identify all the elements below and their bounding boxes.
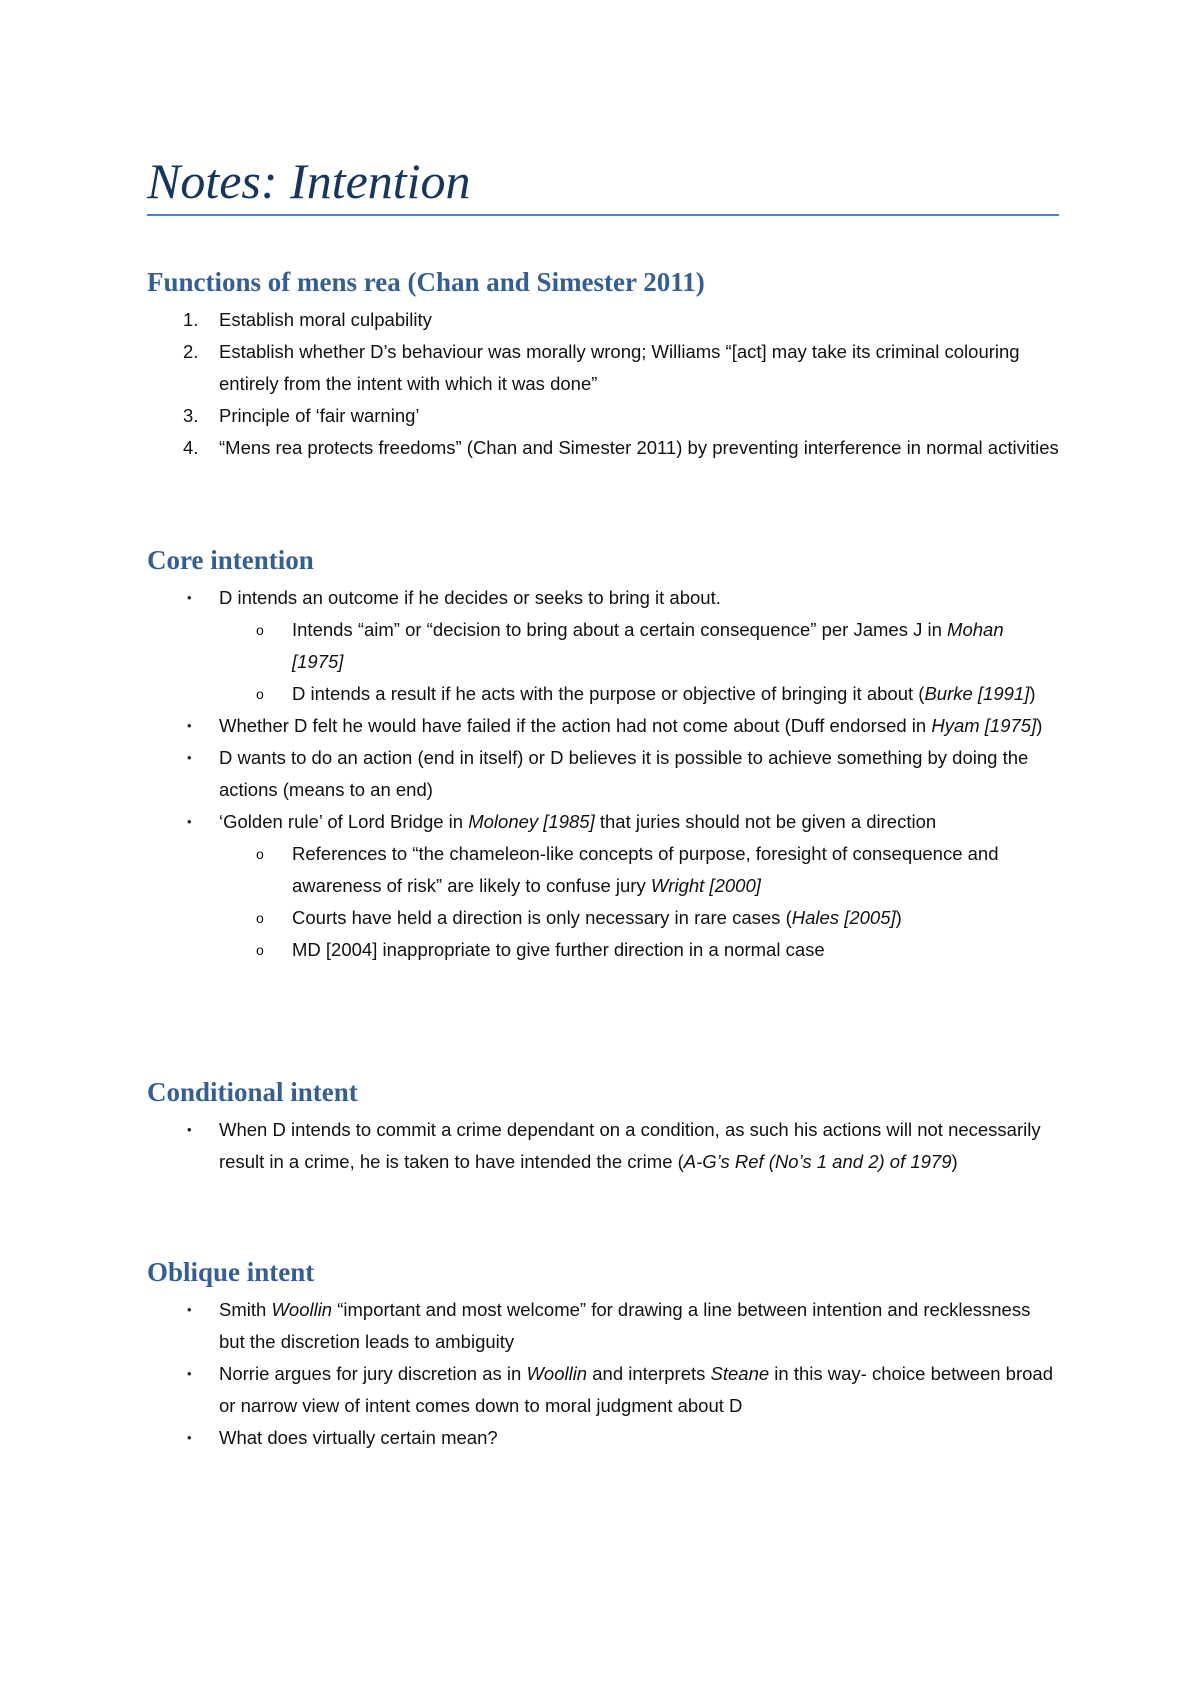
case-citation: Hales [2005]	[791, 907, 896, 928]
list-item-text: D wants to do an action (end in itself) or D believes it is possible to achieve something by doing the actions (means to an end)	[219, 747, 1029, 800]
list-item-text: Courts have held a direction is only necessary in rare cases (	[292, 907, 792, 928]
bullet-icon: •	[187, 1302, 192, 1317]
list-item-text: MD [2004] inappropriate to give further direction in a normal case	[292, 939, 825, 960]
sub-bullet-icon: o	[256, 846, 264, 862]
sub-bullet-icon: o	[256, 622, 264, 638]
case-citation: Hyam [1975]	[931, 715, 1037, 736]
section-heading: Functions of mens rea (Chan and Simester 2011)	[147, 267, 705, 297]
list-item	[147, 742, 1059, 806]
case-citation: Steane	[710, 1363, 770, 1384]
document-title: Notes: Intention	[147, 153, 471, 209]
list-item-text-end: in this way- choice between broad or narrow view of intent comes down to moral judgment about D	[219, 1363, 1053, 1416]
list-item	[147, 304, 1059, 336]
bullet-icon: •	[187, 814, 192, 829]
bullet-list	[147, 582, 1059, 966]
list-number: 2.	[183, 341, 199, 362]
case-citation: Moloney [1985]	[468, 811, 595, 832]
title-underline	[147, 214, 1059, 216]
list-item	[147, 1114, 1059, 1178]
sub-list-item	[147, 678, 1059, 710]
case-citation: Woollin	[526, 1363, 588, 1384]
bullet-icon: •	[187, 1122, 192, 1137]
case-citation: Woollin	[271, 1299, 333, 1320]
section-functions-of-mens-rea	[147, 264, 1059, 464]
sub-list-item	[147, 902, 1059, 934]
list-item-text: References to “the chameleon-like concepts of purpose, foresight of consequence and awareness of risk” are likely to confuse jury	[292, 843, 999, 896]
sub-bullet-icon: o	[256, 942, 264, 958]
bullet-list	[147, 1114, 1059, 1178]
sub-list-item	[147, 934, 1059, 966]
list-item-text: D intends an outcome if he decides or seeks to bring it about.	[219, 587, 721, 608]
list-number: 1.	[183, 309, 199, 330]
section-heading: Conditional intent	[147, 1077, 358, 1107]
list-item	[147, 582, 1059, 614]
list-item-text-mid: and interprets	[587, 1363, 711, 1384]
list-item-text: What does virtually certain mean?	[219, 1427, 498, 1448]
list-item	[147, 336, 1059, 400]
case-citation: A-G’s Ref (No’s 1 and 2) of 1979	[683, 1151, 952, 1172]
list-item-text-end: )	[1029, 683, 1036, 704]
list-number: 4.	[183, 437, 199, 458]
list-item-text: Intends “aim” or “decision to bring about a certain consequence” per James J in	[292, 619, 948, 640]
section-heading: Core intention	[147, 545, 314, 575]
list-item	[147, 806, 1059, 838]
case-citation: Wright [2000]	[650, 875, 761, 896]
list-item	[147, 432, 1059, 464]
section-heading: Oblique intent	[147, 1257, 315, 1287]
sub-bullet-icon: o	[256, 910, 264, 926]
case-citation: Mohan [1975]	[292, 619, 1004, 672]
list-item	[147, 1422, 1059, 1454]
numbered-list	[147, 304, 1059, 464]
list-item-text: ‘Golden rule’ of Lord Bridge in	[219, 811, 469, 832]
sub-list-item	[147, 614, 1059, 678]
sub-list-item	[147, 838, 1059, 902]
case-citation: Burke [1991]	[924, 683, 1030, 704]
list-item-text: Whether D felt he would have failed if the action had not come about (Duff endorsed in	[219, 715, 932, 736]
list-number: 3.	[183, 405, 199, 426]
list-item-text: Norrie argues for jury discretion as in	[219, 1363, 527, 1384]
list-item-text-end: that juries should not be given a direction	[594, 811, 937, 832]
list-item-text: Establish whether D’s behaviour was morally wrong; Williams “[act] may take its criminal colouring entirely from the intent with which it was done”	[219, 341, 1020, 394]
list-item	[147, 1358, 1059, 1422]
list-item-text-end: )	[951, 1151, 958, 1172]
bullet-icon: •	[187, 750, 192, 765]
bullet-icon: •	[187, 718, 192, 733]
list-item	[147, 400, 1059, 432]
section-oblique-intent	[147, 1254, 1059, 1454]
list-item	[147, 710, 1059, 742]
section-conditional-intent	[147, 1074, 1059, 1178]
section-core-intention	[147, 542, 1059, 966]
sub-bullet-icon: o	[256, 686, 264, 702]
bullet-icon: •	[187, 1366, 192, 1381]
list-item-text: Principle of ‘fair warning’	[219, 405, 420, 426]
list-item-text-end: “important and most welcome” for drawing a line between intention and recklessness but the discretion leads to ambiguity	[219, 1299, 1031, 1352]
list-item-text-end: )	[1036, 715, 1043, 736]
list-item-text: “Mens rea protects freedoms” (Chan and Simester 2011) by preventing interference in normal activities	[219, 437, 1059, 458]
list-item	[147, 1294, 1059, 1358]
list-item-text: When D intends to commit a crime dependant on a condition, as such his actions will not necessarily result in a crime, he is taken to have intended the crime (	[219, 1119, 1041, 1172]
list-item-text: Establish moral culpability	[219, 309, 432, 330]
list-item-text-end: )	[895, 907, 902, 928]
list-item-text: Smith	[219, 1299, 272, 1320]
bullet-list	[147, 1294, 1059, 1454]
list-item-text: D intends a result if he acts with the purpose or objective of bringing it about (	[292, 683, 925, 704]
bullet-icon: •	[187, 1430, 192, 1445]
bullet-icon: •	[187, 590, 192, 605]
